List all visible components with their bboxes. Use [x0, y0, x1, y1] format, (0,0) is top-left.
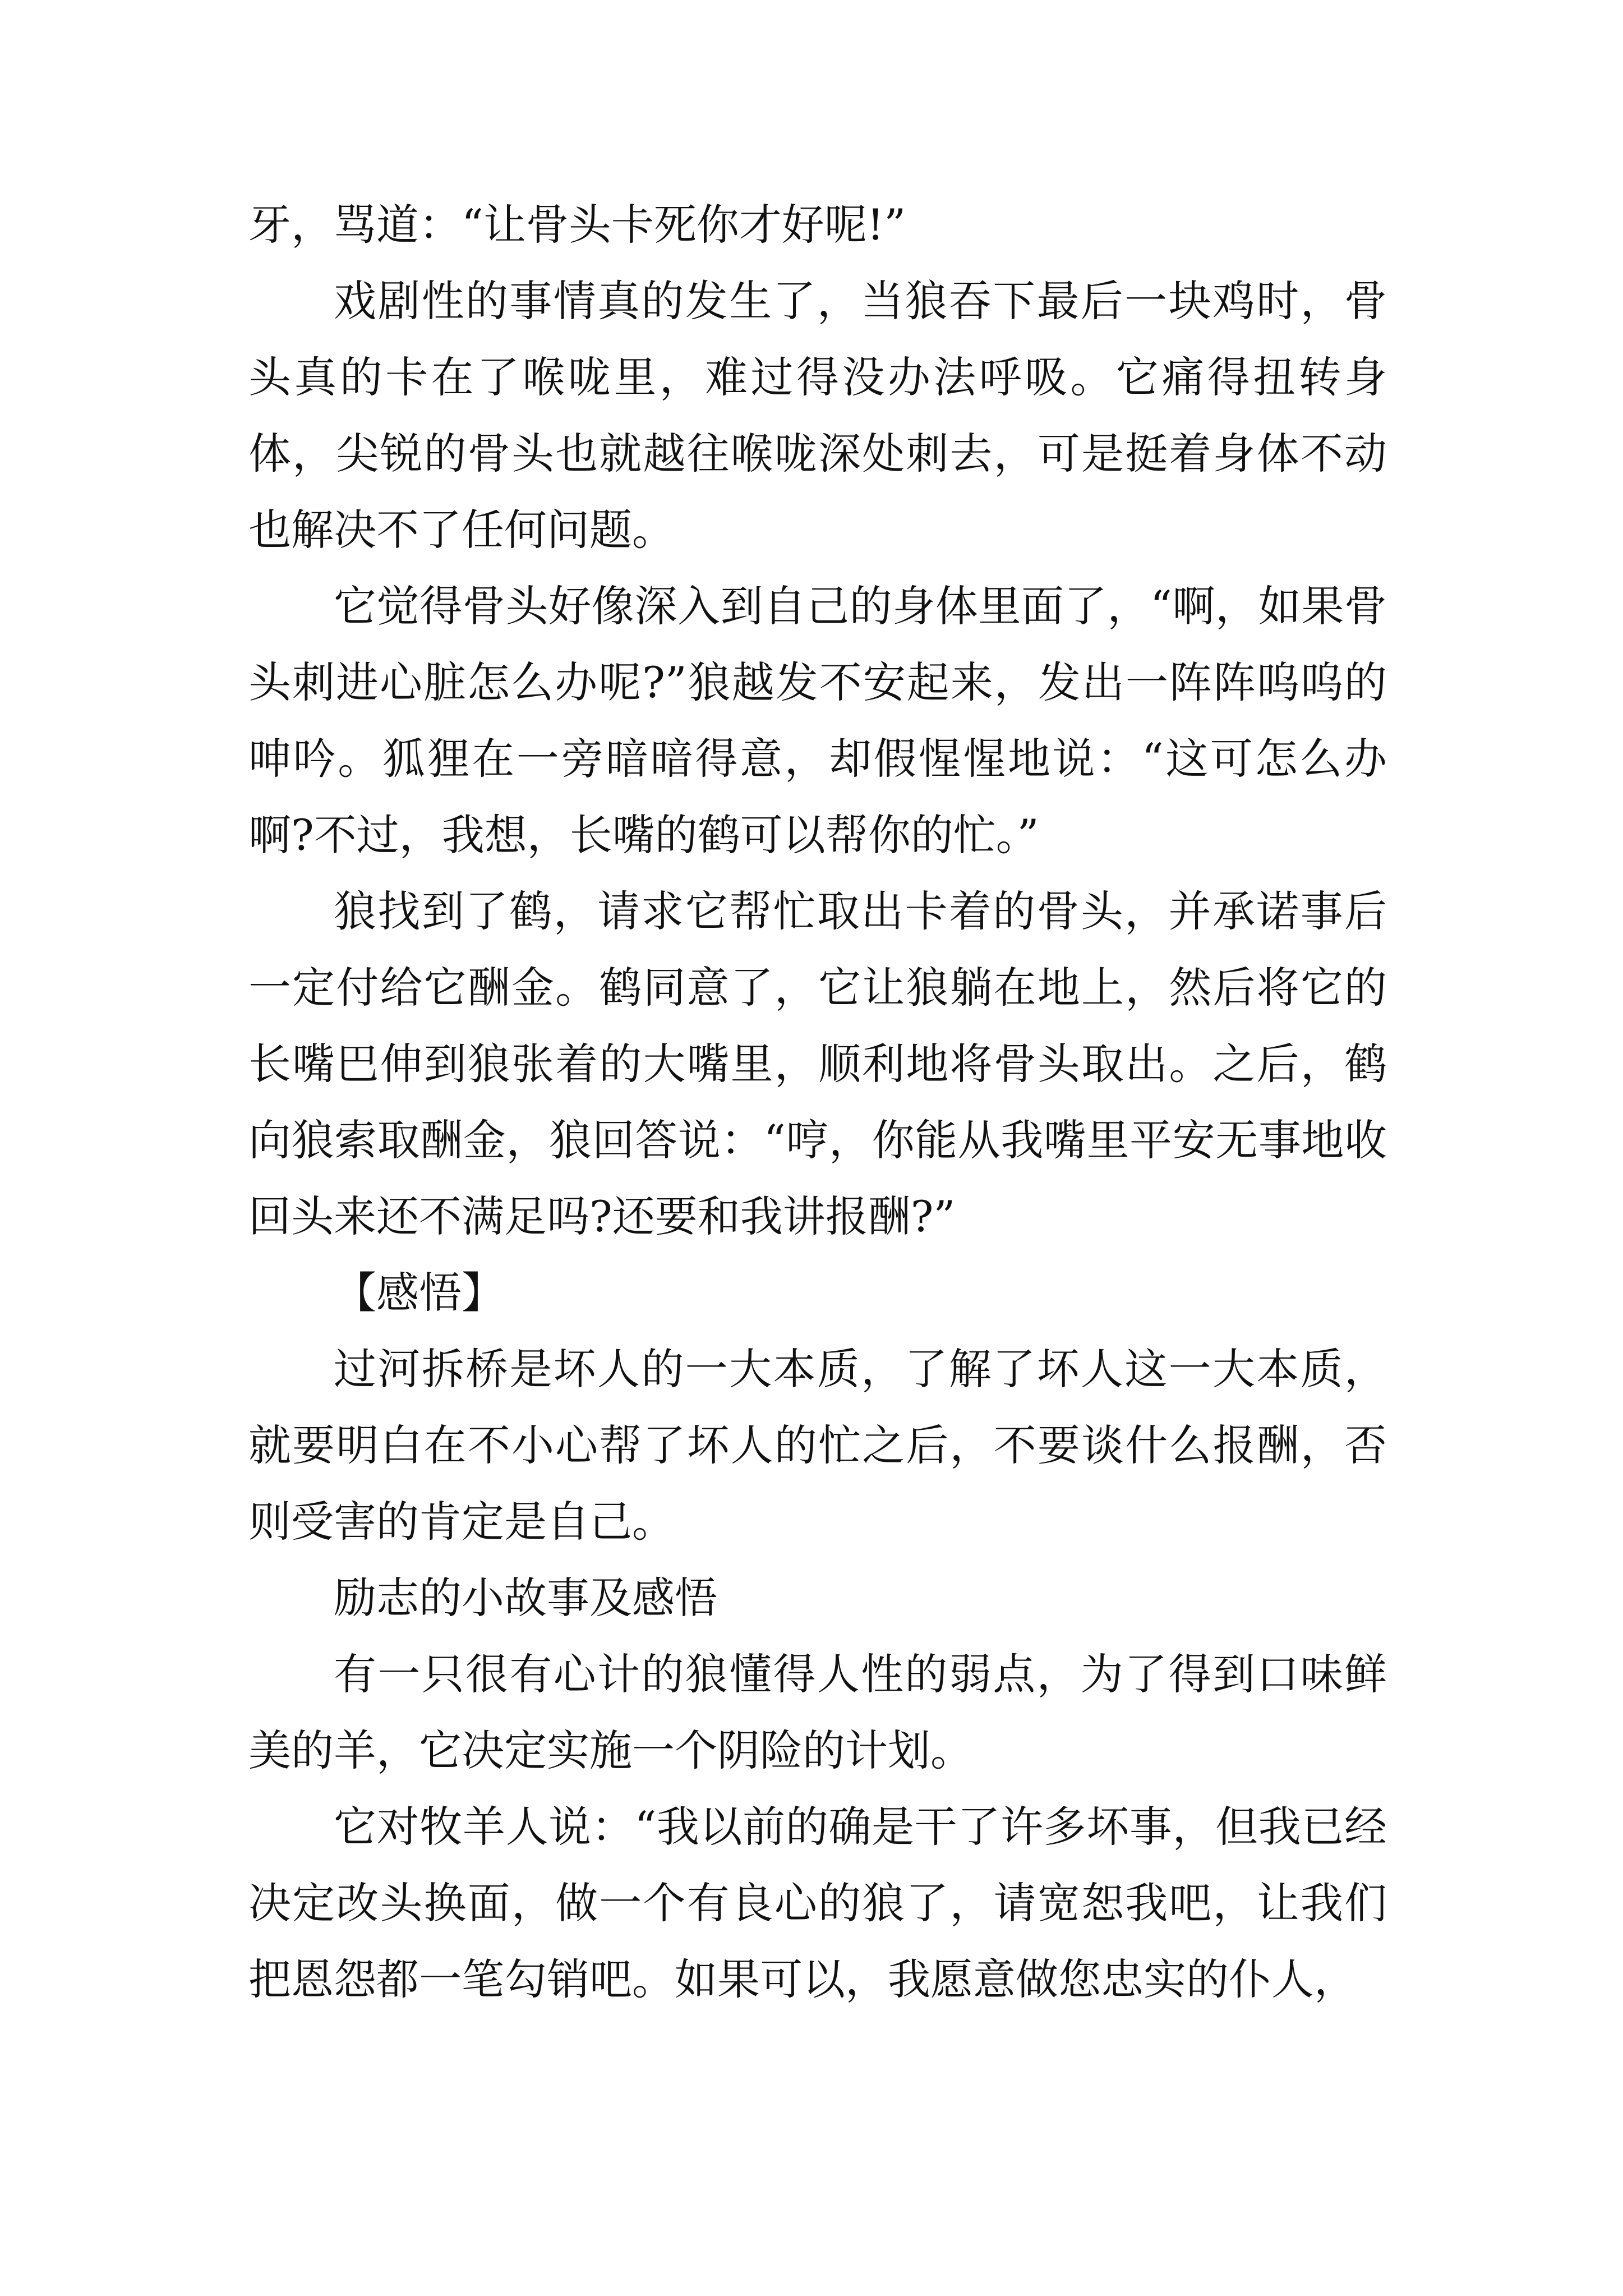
section-heading: 【感悟】: [334, 1268, 504, 1318]
story-title: 励志的小故事及感悟: [334, 1573, 717, 1623]
paragraph: 它对牧羊人说：“我以前的确是干了许多坏事，但我已经决定改头换面，做一个有良心的狼了，请宽恕我吧，让我们把恩怨都一笔勾销吧。如果可以，我愿意做您忠实的仆人，: [248, 1802, 1387, 2004]
paragraph-continuation: 牙，骂道：“让骨头卡死你才好呢!”: [248, 200, 906, 250]
body-text: [248, 187, 1387, 2018]
paragraph: 狼找到了鹤，请求它帮忙取出卡着的骨头，并承诺事后一定付给它酬金。鹤同意了，它让狼躺在地上，然后将它的长嘴巴伸到狼张着的大嘴里，顺利地将骨头取出。之后，鹤向狼索取酬金，狼回答说：“哼，你能从我嘴里平安无事地收回头来还不满足吗?还要和我讲报酬?”: [248, 886, 1387, 1241]
paragraph: 过河拆桥是坏人的一大本质，了解了坏人这一大本质，就要明白在不小心帮了坏人的忙之后，不要谈什么报酬，否则受害的肯定是自己。: [248, 1344, 1387, 1547]
paragraph: 它觉得骨头好像深入到自己的身体里面了，“啊，如果骨头刺进心脏怎么办呢?”狼越发不安起来，发出一阵阵呜呜的呻吟。狐狸在一旁暗暗得意，却假惺惺地说：“这可怎么办啊?不过，我想，长嘴的鹤可以帮你的忙。”: [248, 581, 1387, 860]
paragraph: 戏剧性的事情真的发生了，当狼吞下最后一块鸡时，骨头真的卡在了喉咙里，难过得没办法呼吸。它痛得扭转身体，尖锐的骨头也就越往喉咙深处刺去，可是挺着身体不动也解决不了任何问题。: [248, 276, 1387, 555]
paragraph: 有一只很有心计的狼懂得人性的弱点，为了得到口味鲜美的羊，它决定实施一个阴险的计划。: [248, 1649, 1387, 1775]
